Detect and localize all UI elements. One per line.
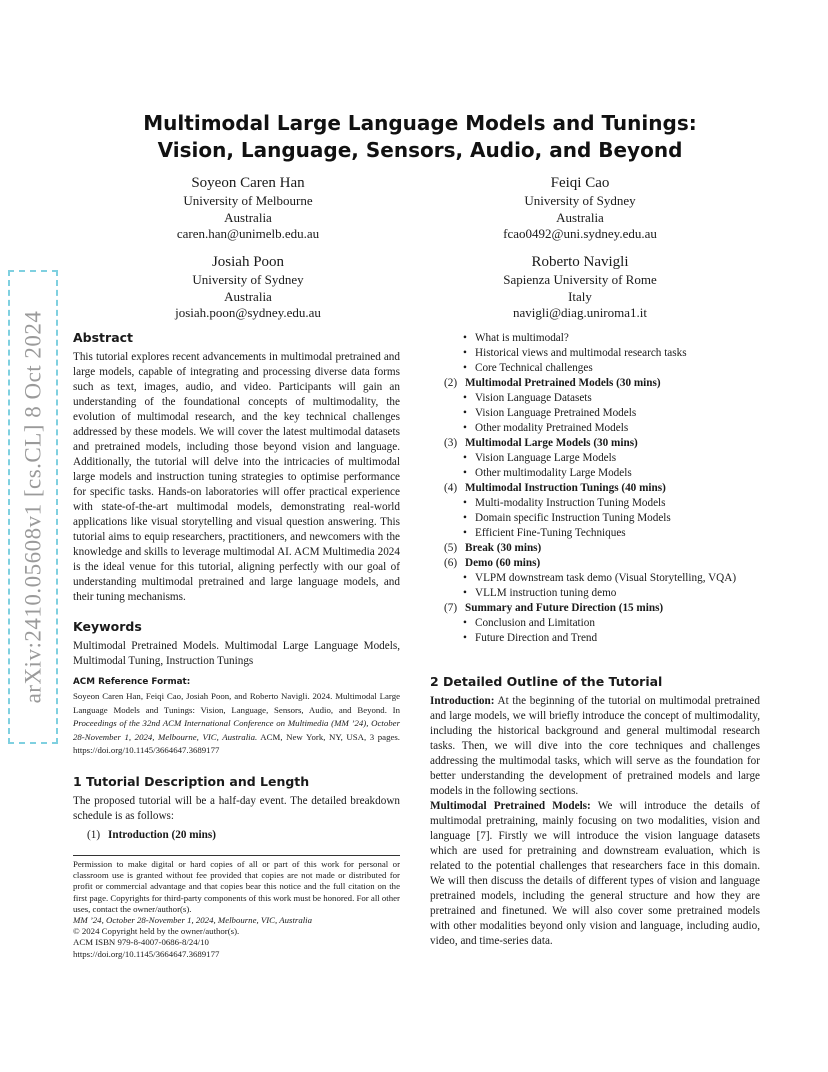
schedule-item-7-bullets [430,616,760,646]
list-item: • Future Direction and Trend [430,631,760,646]
schedule-item-number: (1) [87,828,101,841]
schedule-item-6-bullets [430,571,760,601]
section2-heading: 2 Detailed Outline of the Tutorial [430,674,663,689]
author-block-1 [98,174,398,243]
keywords-heading: Keywords [73,619,142,634]
list-item: • Vision Language Pretrained Models [430,406,760,421]
mpm-paragraph: Multimodal Pretrained Models: We will introduce the details of multimodal pretraining, mainly focusing on two modalities, vision and language [7]. Firstly we will introduce the vision language datasets which are used for pretraining and downstream evaluation, which is related to the potential challenges that researchers face in this domain. We will then discuss the details of different types of vision and language pretrained models, including the general structure and how they are pretrained and finetuned. We will also cover some pretrained models with other modalities beyond only vision and language, including audio, video, and time-series data. [430,800,760,947]
section2 [430,674,760,949]
keywords-text: Multimodal Pretrained Models. Multimodal Large Language Models, Multimodal Tuning, Instruction Tunings [73,640,400,667]
list-item: • What is multimodal? [430,331,760,346]
footnote-divider [73,855,400,856]
list-item: • VLLM instruction tuning demo [430,586,760,601]
list-item: • Vision Language Large Models [430,451,760,466]
footnote-isbn: ACM ISBN 979-8-4007-0686-8/24/10 [73,937,209,948]
author-email: fcao0492@uni.sydney.edu.au [503,226,657,241]
intro-bullets [430,331,760,376]
author-name: Soyeon Caren Han [191,175,305,191]
schedule-item-4-bullets [430,496,760,541]
right-column [430,331,760,646]
author-block-4 [430,253,730,322]
author-country: Australia [224,288,272,304]
author-email: josiah.poon@sydney.edu.au [175,305,321,320]
author-name: Josiah Poon [211,254,285,270]
list-item: • Vision Language Datasets [430,391,760,406]
author-country: Australia [224,209,272,225]
schedule-item-3: (3) Multimodal Large Models (30 mins) [444,437,638,449]
list-item: • Other multimodality Large Models [430,466,760,481]
author-affiliation: University of Sydney [192,272,304,287]
author-email: caren.han@unimelb.edu.au [176,226,320,241]
footnote-doi: https://doi.org/10.1145/3664647.3689177 [73,948,220,959]
list-item: • Conclusion and Limitation [430,616,760,631]
schedule-item-3-bullets [430,451,760,481]
author-country: Italy [568,288,592,304]
author-affiliation: University of Melbourne [183,193,313,208]
list-item: • VLPM downstream task demo (Visual Storytelling, VQA) [430,571,760,586]
acm-reference-heading: ACM Reference Format: [73,677,191,687]
paper-title [70,110,770,164]
schedule-item-label: Introduction (20 mins) [108,828,216,841]
schedule-item-6: (6) Demo (60 mins) [444,557,541,569]
list-item: • Multi-modality Instruction Tuning Models [430,496,760,511]
abstract-heading: Abstract [73,330,134,345]
footnote-copyright: © 2024 Copyright held by the owner/author(s). [73,926,240,937]
intro-paragraph: Introduction: At the beginning of the tutorial on multimodal pretrained and large models, we will briefly introduce the concept of multimodality, including the historical background and general multimodal research tasks. Then, we will dive into the core techniques and challenges addressing the multimodal tasks, which will serve as the foundation for better understanding the development of pretrained models and large models in the following sections. [430,695,760,797]
title-line-2: Vision, Language, Sensors, Audio, and Beyond [157,138,683,162]
schedule-item-1 [73,828,400,843]
list-item: • Domain specific Instruction Tuning Models [430,511,760,526]
schedule-item-4: (4) Multimodal Instruction Tunings (40 mins) [444,482,666,494]
abstract-text: This tutorial explores recent advancements in multimodal pretrained and large models, capable of integrating and processing diverse data forms such as text, images, audio, and video. Participants will gain an understanding of the foundational concepts of multimodality, the evolution of multimodal research, and the key technical challenges addressed by these models. We will cover the latest multimodal datasets and pretrained models, including those beyond vision and language. Additionally, the tutorial will delve into the intricacies of multimodal large models and instruction tuning strategies to optimise performance for specific tasks. Hands-on laboratories will offer practical experience with state-of-the-art multimodal models, demonstrating real-world applications like visual storytelling and visual question answering. This tutorial aims to equip researchers, practitioners, and newcomers with the knowledge and skills to leverage multimodal AI. ACM Multimedia 2024 is the ideal venue for this tutorial, aligning perfectly with our goal of understanding multimodal pretrained and large language models, and their tuning mechanisms. [73,351,400,603]
schedule-item-7: (7) Summary and Future Direction (15 mins) [444,602,664,614]
footnote-conference: MM ’24, October 28-November 1, 2024, Melbourne, VIC, Australia [73,915,313,926]
section1-text: The proposed tutorial will be a half-day event. The detailed breakdown schedule is as follows: [73,794,400,822]
author-block-3 [98,253,398,322]
author-affiliation: Sapienza University of Rome [503,272,657,287]
list-item: • Other modality Pretrained Models [430,421,760,436]
author-country: Australia [556,209,604,225]
author-email: navigli@diag.uniroma1.it [512,305,647,320]
list-item: • Core Technical challenges [430,361,760,376]
schedule-item-5: (5) Break (30 mins) [444,542,542,554]
author-name: Feiqi Cao [550,175,610,191]
author-name: Roberto Navigli [531,254,629,270]
arxiv-watermark [8,270,58,744]
section1-heading: 1 Tutorial Description and Length [73,773,310,789]
acm-reference-text: Soyeon Caren Han, Feiqi Cao, Josiah Poon, and Roberto Navigli. 2024. Multimodal Large Language Models and Tunings: Vision, Language, Sensors, Audio, and Beyond. In Proceedings of the 32nd ACM International Conference on Multimedia (MM ’24), October 28-November 1, 2024, Melbourne, VIC, Australia. ACM, New York, NY, USA, 3 pages. https://doi.org/10.1145/3664647.3689177 [73,691,400,755]
author-block-2 [430,174,730,243]
schedule-item-2-bullets [430,391,760,436]
author-affiliation: University of Sydney [524,193,636,208]
footnote-permission: Permission to make digital or hard copies of all or part of this work for personal or classroom use is granted without fee provided that copies are not made or distributed for profit or commercial advantage and that copies bear this notice and the full citation on the first page. Copyrights for third-party components of this work must be honored. For all other uses, contact the owner/author(s). [73,859,400,914]
left-column [73,330,400,843]
arxiv-id: arXiv:2410.05608v1 [cs.CL] 8 Oct 2024 [20,310,45,704]
schedule-item-2: (2) Multimodal Pretrained Models (30 mins) [444,377,661,389]
footnote [73,859,400,960]
list-item: • Historical views and multimodal research tasks [430,346,760,361]
title-line-1: Multimodal Large Language Models and Tunings: [143,111,697,135]
list-item: • Efficient Fine-Tuning Techniques [430,526,760,541]
